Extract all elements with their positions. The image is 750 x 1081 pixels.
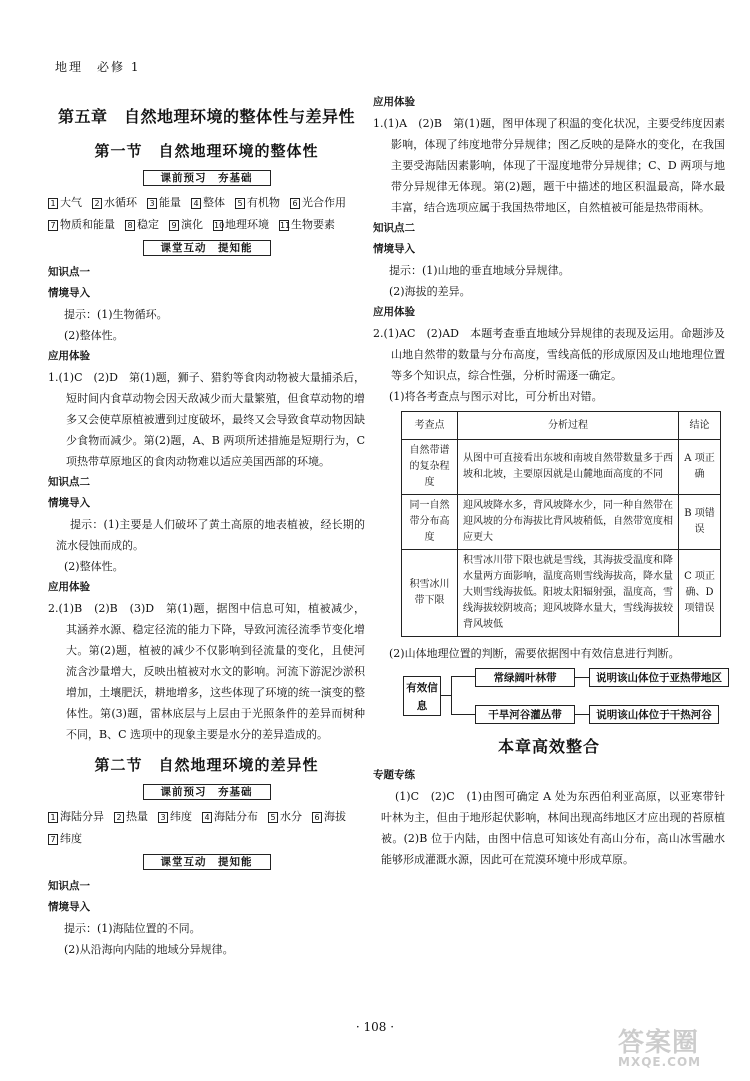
answer-number-box: 11 [280, 220, 291, 230]
flow-connector [451, 714, 475, 715]
running-header: 地理 必修 1 [55, 60, 141, 74]
answer-text: 水循环 [104, 196, 137, 209]
flow-connector [441, 695, 451, 696]
answer-number-box: 7 [48, 220, 58, 231]
table-row [402, 550, 721, 637]
answer-text: 海陆分异 [60, 810, 104, 823]
answer-text: 稳定 [137, 218, 159, 231]
table-cell: 迎风坡降水多，背风坡降水少，同一种自然带在迎风坡的分布海拔比背风坡稍低，自然带宽度相应更大 [458, 495, 679, 550]
answer-item [279, 218, 335, 231]
answer-number-box: 7 [48, 834, 58, 845]
watermark-sub: MXQE.COM [618, 1055, 702, 1069]
right-column [373, 92, 725, 870]
answer-text: 海陆分布 [214, 810, 258, 823]
section1-title: 第一节 自然地理环境的整体性 [94, 142, 319, 160]
s1-hint2: 提示：(1)主要是人们破坏了黄土高原的地表植被，经长期的流水侵蚀而成的。 [56, 518, 365, 552]
answer-item [191, 196, 225, 209]
r-kp2-heading: 知识点二 [373, 222, 415, 234]
answer-text: 水分 [280, 810, 302, 823]
left-column [48, 92, 365, 960]
s2-hint1: 提示：(1)海陆位置的不同。 [64, 922, 201, 935]
answer-number-box: 4 [202, 812, 212, 823]
answer-number-box: 6 [312, 812, 322, 823]
answer-text: 地理环境 [225, 218, 269, 231]
s1-app2-heading: 应用体验 [48, 581, 90, 593]
flow-arrow [575, 677, 589, 678]
table-header-row [402, 412, 721, 440]
answer-text: 大气 [60, 196, 82, 209]
s2-kp1-heading: 知识点一 [48, 880, 90, 892]
answer-text: 热量 [126, 810, 148, 823]
table-cell: B 项错误 [679, 495, 721, 550]
section2-banner-preview: 课前预习 夯基础 [143, 784, 271, 800]
r-hint2b: (2)海拔的差异。 [389, 285, 471, 298]
r-app1-text: 1.(1)A (2)B 第(1)题，图甲体现了积温的变化状况，主要受纬度因素影响，体现了纬度地带分异规律；图乙反映的是降水的变化，在我国主要受海陆因素影响，体现了干湿度地带分异规律；C、D 两项与地带分异规律无体现。第(2)题，题干中描述的地区积温最高，降水最丰富，结合选项应属于我国热带地区，自然植被可能是热带雨林。 [373, 117, 725, 214]
page-number: · 108 · [355, 1020, 395, 1034]
s2-hint1b: (2)从沿海向内陆的地域分异规律。 [64, 943, 234, 956]
r-hint2: 提示：(1)山地的垂直地域分异规律。 [389, 264, 570, 277]
s1-hint2b: (2)整体性。 [64, 560, 124, 573]
table-cell: C 项正确、D 项错误 [679, 550, 721, 637]
flow-b1-box: 干旱河谷灌丛带 [475, 705, 575, 724]
answer-item [48, 810, 104, 823]
table-cell: A 项正确 [679, 440, 721, 495]
table-cell: 同一自然带分布高度 [402, 495, 458, 550]
s1-intro2-heading: 情境导入 [48, 497, 90, 509]
flow-a1-box: 常绿阔叶林带 [475, 668, 575, 687]
s1-hint1b: (2)整体性。 [64, 329, 124, 342]
s1-kp2-heading: 知识点二 [48, 476, 90, 488]
answer-number-box: 10 [214, 220, 225, 230]
section1-banner-preview: 课前预习 夯基础 [143, 170, 271, 186]
table-cell: 积雪冰川带下限也就是雪线，其海拔受温度和降水量两方面影响，温度高则雪线海拔高，降水量大则雪线海拔低。阳坡太阳辐射强，温度高，雪线海拔较阴坡高；迎风坡降水量大，雪线海拔较背风坡低 [458, 550, 679, 637]
answer-item [48, 196, 82, 209]
answer-number-box: 9 [169, 220, 179, 231]
flow-connector [451, 676, 475, 677]
answer-number-box: 8 [125, 220, 135, 231]
answer-number-box: 3 [147, 198, 157, 209]
watermark-main: 答案圈 [618, 1028, 700, 1058]
table-row [402, 495, 721, 550]
table-header-cell: 分析过程 [458, 412, 679, 440]
s1-app1-heading: 应用体验 [48, 350, 90, 362]
answer-item [268, 810, 302, 823]
answer-number-box: 1 [48, 198, 58, 209]
table-cell: 积雪冰川带下限 [402, 550, 458, 637]
answer-text: 物质和能量 [60, 218, 115, 231]
answer-item [158, 810, 192, 823]
answer-item [213, 218, 269, 231]
s1-app1-text: 1.(1)C (2)D 第(1)题，狮子、猎豹等食肉动物被大量捕杀后，短时间内食草动物会因天敌减少而大量繁殖，但食草动物的增多又会使草原植被遭到过度破坏，最终又会导致食草动物因缺少食物而减少。第(2)题，A、B 两项所述措施是短期行为，C 项热带草原地区的食肉动物难以适应美国西部的环境。 [48, 371, 365, 468]
answer-number-box: 1 [48, 812, 58, 823]
section2-title: 第二节 自然地理环境的差异性 [94, 756, 319, 774]
answer-text: 纬度 [60, 832, 82, 845]
flow-b2-box: 说明该山体位于干热河谷 [589, 705, 719, 724]
answer-text: 有机物 [247, 196, 280, 209]
answer-text: 演化 [181, 218, 203, 231]
section2-answer-grid [48, 806, 365, 850]
watermark-logo [618, 1022, 738, 1074]
analysis-table [401, 411, 721, 637]
answer-item [235, 196, 280, 209]
answer-number-box: 2 [92, 198, 102, 209]
answer-text: 光合作用 [302, 196, 346, 209]
answer-number-box: 6 [290, 198, 300, 209]
table-row [402, 440, 721, 495]
answer-item [48, 218, 115, 231]
flow-a2-box: 说明该山体位于亚热带地区 [589, 668, 729, 687]
answer-text: 整体 [203, 196, 225, 209]
answer-item [202, 810, 258, 823]
section2-banner-class: 课堂互动 提知能 [143, 854, 271, 870]
table-cell: 自然带谱的复杂程度 [402, 440, 458, 495]
answer-text: 生物要素 [291, 218, 335, 231]
r-intro2-heading: 情境导入 [373, 243, 415, 255]
answer-text: 纬度 [170, 810, 192, 823]
answer-item [169, 218, 203, 231]
chapter-title: 第五章 自然地理环境的整体性与差异性 [57, 107, 355, 126]
answer-item [92, 196, 137, 209]
s2-intro1-heading: 情境导入 [48, 901, 90, 913]
answer-number-box: 3 [158, 812, 168, 823]
answer-item [48, 832, 82, 845]
table-cell: 从图中可直接看出东坡和南坡自然带数量多于西坡和北坡，主要原因就是山麓地面高度的不同 [458, 440, 679, 495]
summary-title: 本章高效整合 [497, 737, 600, 756]
answer-number-box: 2 [114, 812, 124, 823]
r-app2-text: 2.(1)AC (2)AD 本题考查垂直地域分异规律的表现及运用。命题涉及山地自然带的数量与分布高度，雪线高低的形成原因及山地地理位置等多个知识点，综合性强，分析时需逐一确定。 [373, 327, 725, 382]
answer-text: 能量 [159, 196, 181, 209]
flow-source-box: 有效信息 [403, 676, 441, 716]
answer-item [125, 218, 159, 231]
r-app2-sub1: (1)将各考查点与图示对比，可分析出对错。 [389, 390, 603, 403]
drill-heading: 专题专练 [373, 769, 415, 781]
r-app2-sub2: (2)山体地理位置的判断，需要依据图中有效信息进行判断。 [389, 647, 680, 660]
flow-arrow [575, 714, 589, 715]
flow-connector [451, 676, 452, 714]
drill-text: (1)C (2)C (1)由图可确定 A 处为东西伯利亚高原，以亚寒带针叶林为主，但由于地形起伏影响，林间出现高纬地区才应出现的苔原植被。(2)B 位于内陆，由图中信息可知该处有高山分布，高山冰雪融水能够形成灌溉水源，因此可在荒漠环境中形成草原。 [381, 790, 725, 866]
answer-item [114, 810, 148, 823]
table-header-cell: 考查点 [402, 412, 458, 440]
r-app1-heading: 应用体验 [373, 96, 415, 108]
answer-item [147, 196, 181, 209]
section1-banner-class: 课堂互动 提知能 [143, 240, 271, 256]
answer-text: 海拔 [324, 810, 346, 823]
section1-answer-grid [48, 192, 365, 236]
table-header-cell: 结论 [679, 412, 721, 440]
s1-app2-text: 2.(1)B (2)B (3)D 第(1)题，据图中信息可知，植被减少，其涵养水源、稳定径流的能力下降，导致河流径流季节变化增大。第(2)题，植被的减少不仅影响到径流量的变化，且使河流含沙量增大，反映出植被对水文的影响。河流下游泥沙淤积增加，土壤肥沃，耕地增多，这些体现了环境的统一演变的整体性。第(3)题，雷林底层与上层由于光照条件的差异而树种不同，B、C 选项中的现象主要是水分的差异造成的。 [48, 602, 365, 741]
flow-diagram [373, 668, 725, 724]
answer-number-box: 5 [235, 198, 245, 209]
s1-intro1-heading: 情境导入 [48, 287, 90, 299]
answer-number-box: 5 [268, 812, 278, 823]
s1-hint1: 提示：(1)生物循环。 [64, 308, 168, 321]
answer-number-box: 4 [191, 198, 201, 209]
answer-item [290, 196, 346, 209]
r-app2-heading: 应用体验 [373, 306, 415, 318]
answer-item [312, 810, 346, 823]
s1-kp1-heading: 知识点一 [48, 266, 90, 278]
